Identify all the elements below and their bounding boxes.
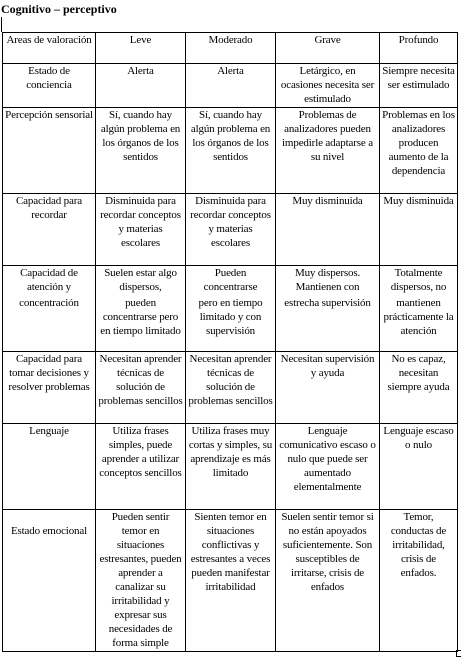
cell-grave: Lenguaje comunicativo escaso o nulo que puede ser aumentado elementalmente (276, 424, 380, 510)
table-row (3, 352, 458, 424)
cell-grave: Suelen sentir temor si no están apoyados suficientemente. Son susceptibles de irritarse, crisis de enfados (276, 510, 380, 652)
row-label: Estado de conciencia (3, 64, 96, 108)
table-row (3, 64, 458, 108)
header-leve: Leve (96, 33, 186, 64)
header-grave: Grave (276, 33, 380, 64)
table-row (3, 108, 458, 194)
row-label (3, 266, 96, 352)
cell-leve (96, 266, 186, 352)
cell-profundo: Muy disminuida (380, 194, 458, 266)
row-label: Percepción sensorial (3, 108, 96, 194)
cell-leve: Disminuida para recordar conceptos y materias escolares (96, 194, 186, 266)
cell-leve: Utiliza frases simples, puede aprender a utilizar conceptos sencillos (96, 424, 186, 510)
cell-grave-top: Muy dispersos. Mantienen con (294, 267, 361, 293)
row-label: Capacidad para recordar (3, 194, 96, 266)
cell-grave: Necesitan supervisión y ayuda (276, 352, 380, 424)
row-label-bottom: concentración (19, 297, 79, 309)
header-row (3, 33, 458, 64)
table-row (3, 194, 458, 266)
table-row (3, 510, 458, 652)
cell-moderado-bottom: pero en tiempo limitado y con supervisión (198, 297, 263, 337)
cell-grave: Problemas de analizadores pueden impedirle adaptarse a su nivel (276, 108, 380, 194)
row-label: Lenguaje (3, 424, 96, 510)
cell-profundo-top: Totalmente dispersos, no (390, 267, 447, 293)
cell-profundo: Temor, conductas de irritabilidad, crisis de enfados. (380, 510, 458, 652)
cell-leve: Sí, cuando hay algún problema en los órganos de los sentidos (96, 108, 186, 194)
cell-moderado-top: Pueden concentrarse (203, 267, 258, 293)
row-label-top: Capacidad de atención y (20, 267, 78, 293)
cell-leve: Pueden sentir temor en situaciones estresantes, pueden aprender a canalizar su irritabilidad y expresar sus necesidades de forma simple (96, 510, 186, 652)
cell-moderado: Utiliza frases muy cortas y simples, su aprendizaje es más limitado (186, 424, 276, 510)
cell-grave: Muy disminuida (276, 194, 380, 266)
cell-grave: Letárgico, en ocasiones necesita ser estimulado (276, 64, 380, 108)
assessment-table (2, 32, 458, 652)
cell-grave (276, 266, 380, 352)
cell-leve-bottom: pueden concentrarse pero en tiempo limitado (100, 297, 181, 337)
cell-moderado: Sienten temor en situaciones conflictivas y estresantes a veces pueden manifestar irritabilidad (186, 510, 276, 652)
cell-moderado: Disminuida para recordar conceptos y materias escolares (186, 194, 276, 266)
cell-leve: Alerta (96, 64, 186, 108)
cell-moderado: Sí, cuando hay algún problema en los órganos de los sentidos (186, 108, 276, 194)
header-profundo: Profundo (380, 33, 458, 64)
cell-leve-top: Suelen estar algo dispersos, (104, 267, 177, 293)
table-row (3, 266, 458, 352)
cell-profundo: Siempre necesita ser estimulado (380, 64, 458, 108)
cell-grave-bottom: estrecha supervisión (284, 297, 371, 309)
row-label: Estado emocional (3, 510, 96, 652)
margin-line (1, 17, 2, 32)
cell-profundo: No es capaz, necesitan siempre ayuda (380, 352, 458, 424)
cell-profundo: Problemas en los analizadores producen aumento de la dependencia (380, 108, 458, 194)
table-row (3, 424, 458, 510)
cell-profundo: Lenguaje escaso o nulo (380, 424, 458, 510)
page-corner-mark (456, 650, 461, 657)
cell-profundo-bottom: mantienen prácticamente la atención (383, 297, 454, 337)
row-label: Capacidad para tomar decisiones y resolver problemas (3, 352, 96, 424)
cell-moderado: Alerta (186, 64, 276, 108)
section-title: Cognitivo – perceptivo (1, 2, 117, 16)
cell-profundo (380, 266, 458, 352)
cell-moderado (186, 266, 276, 352)
cell-moderado: Necesitan aprender técnicas de solución de problemas sencillos (186, 352, 276, 424)
header-moderado: Moderado (186, 33, 276, 64)
header-areas: Areas de valoración (3, 33, 96, 64)
cell-leve: Necesitan aprender técnicas de solución de problemas sencillos (96, 352, 186, 424)
